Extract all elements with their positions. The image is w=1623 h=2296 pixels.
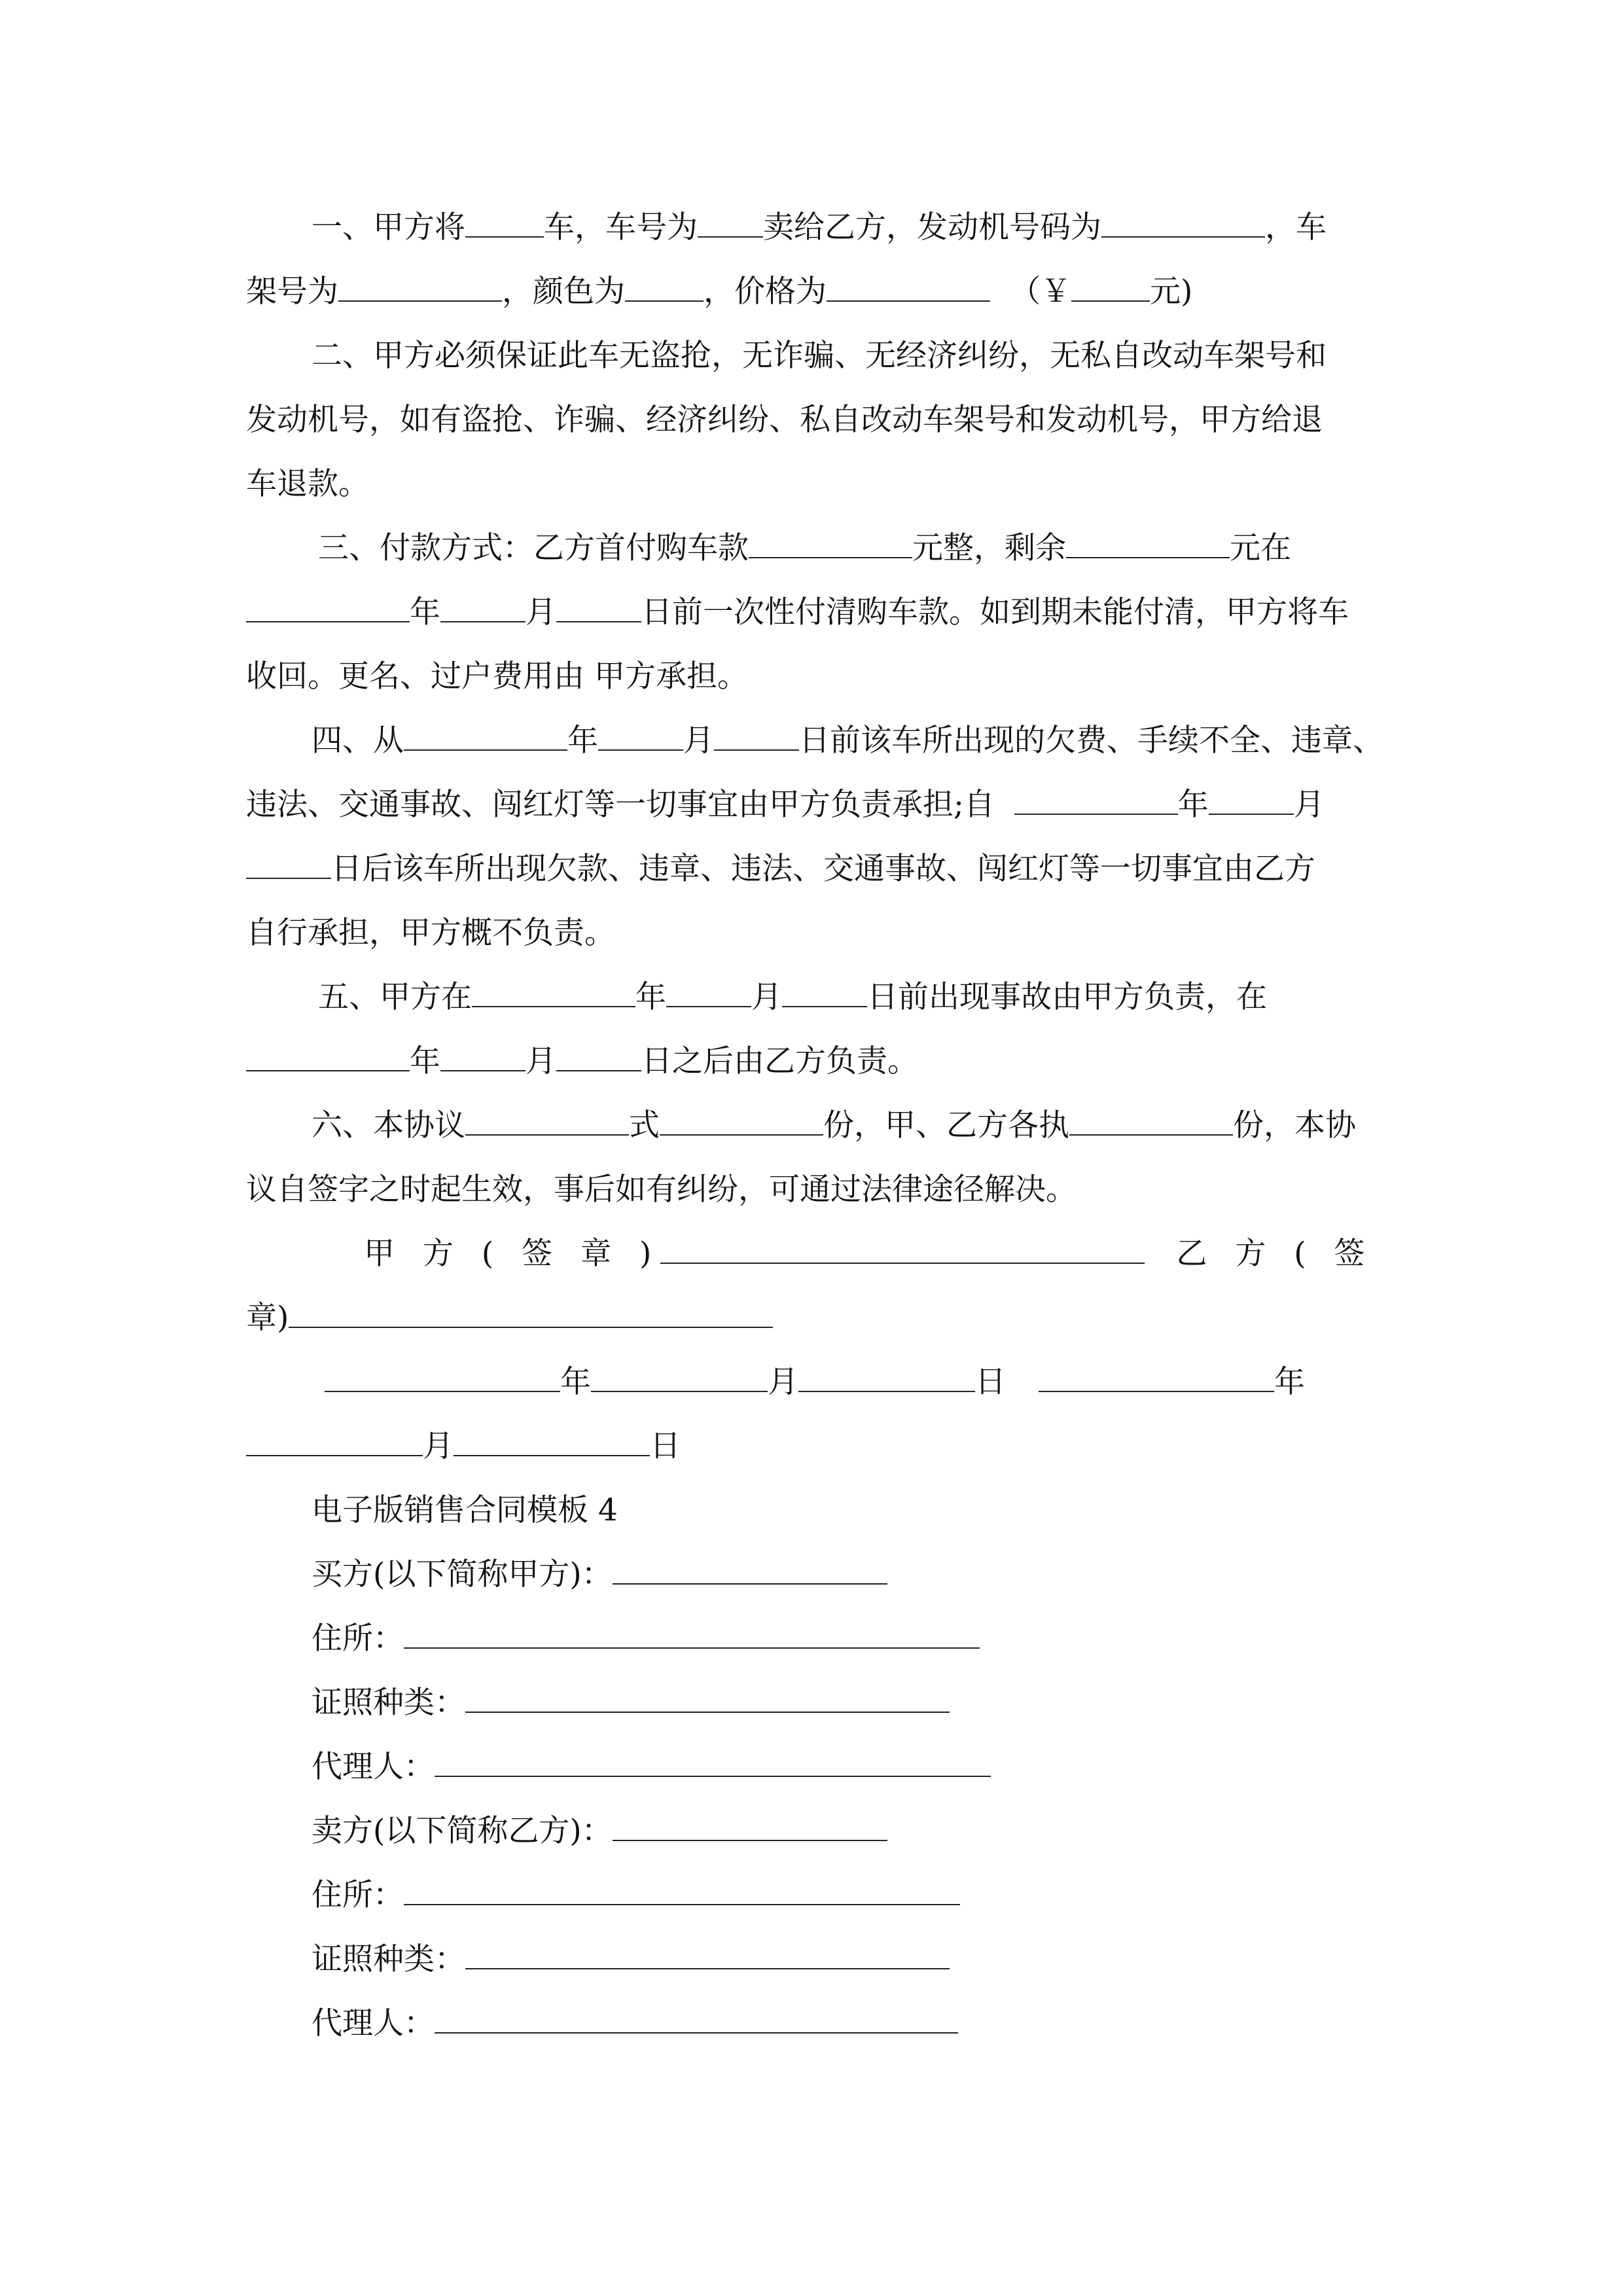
blank[interactable] <box>660 1108 823 1136</box>
buyer-field[interactable] <box>613 1557 887 1585</box>
blank[interactable] <box>666 980 751 1007</box>
clause-4-line-2: 违法、交通事故、闯红灯等一切事宜由甲方负责承担;自 年 月 <box>246 787 1325 823</box>
blank[interactable] <box>749 531 912 558</box>
blank[interactable] <box>556 1044 641 1071</box>
blank[interactable] <box>404 723 567 751</box>
seller-address-field[interactable] <box>404 1878 960 1905</box>
blank[interactable] <box>660 1236 1145 1264</box>
buyer-address-field[interactable] <box>404 1621 980 1649</box>
seller-id-type-row: 证照种类： <box>312 1940 950 1979</box>
blank[interactable] <box>625 274 704 302</box>
blank[interactable] <box>714 723 799 751</box>
clause-6-line-1: 六、本协议 式 份，甲、乙方各执 份，本协 <box>312 1107 1356 1143</box>
seller-agent-row: 代理人： <box>312 2004 958 2043</box>
buyer-address-row: 住所： <box>312 1619 980 1659</box>
blank[interactable] <box>827 274 990 302</box>
blank[interactable] <box>556 595 641 622</box>
blank[interactable] <box>1069 1108 1233 1136</box>
blank[interactable] <box>325 1365 560 1392</box>
clause-5-line-2: 年 月 日之后由乙方负责。 <box>246 1042 918 1081</box>
date-line-2: 月 日 <box>246 1427 681 1466</box>
blank[interactable] <box>454 1429 650 1456</box>
blank[interactable] <box>591 1365 768 1392</box>
blank[interactable] <box>798 1365 975 1392</box>
blank[interactable] <box>598 723 683 751</box>
seller-field[interactable] <box>613 1814 887 1841</box>
blank[interactable] <box>246 1044 410 1071</box>
blank[interactable] <box>472 980 635 1007</box>
blank[interactable] <box>246 595 410 622</box>
signature-line-2: 章) <box>246 1299 773 1338</box>
clause-4-line-3: 日后该车所出现欠款、违章、违法、交通事故、闯红灯等一切事宜由乙方 <box>246 850 1315 889</box>
blank[interactable] <box>440 1044 526 1071</box>
clause-3-line-3: 收回。更名、过户费用由 甲方承担。 <box>246 658 748 694</box>
clause-3-line-2: 年 月 日前一次性付清购车款。如到期未能付清，甲方将车 <box>246 593 1349 632</box>
clause-2-line-2: 发动机号，如有盗抢、诈骗、经济纠纷、私自改动车架号和发动机号，甲方给退 <box>246 402 1323 438</box>
clause-6-line-2: 议自签字之时起生效，事后如有纠纷，可通过法律途径解决。 <box>246 1172 1077 1208</box>
blank[interactable] <box>465 210 544 238</box>
buyer-agent-row: 代理人： <box>312 1748 991 1787</box>
blank[interactable] <box>465 1108 629 1136</box>
clause-2-line-1: 二、甲方必须保证此车无盗抢，无诈骗、无经济纠纷，无私自改动车架号和 <box>312 338 1327 374</box>
blank[interactable] <box>1101 210 1265 238</box>
seller-row: 卖方(以下简称乙方)： <box>312 1812 887 1851</box>
date-line-1: 年 月 日 年 <box>325 1363 1305 1402</box>
blank[interactable] <box>698 210 763 238</box>
buyer-row: 买方(以下简称甲方)： <box>312 1555 887 1594</box>
seller-id-type-field[interactable] <box>465 1942 950 1969</box>
clause-5-line-1: 五、甲方在 年 月 日前出现事故由甲方负责，在 <box>318 979 1267 1015</box>
clause-4-line-1: 四、从 年 月 日前该车所出现的欠费、手续不全、违章、 <box>312 723 1383 759</box>
blank[interactable] <box>1039 1365 1274 1392</box>
seller-address-row: 住所： <box>312 1876 960 1915</box>
section-title: 电子版销售合同模板 4 <box>312 1492 618 1528</box>
blank[interactable] <box>246 1429 423 1456</box>
blank[interactable] <box>289 1300 773 1328</box>
clause-2-line-3: 车退款。 <box>246 466 369 502</box>
buyer-id-type-field[interactable] <box>465 1685 950 1713</box>
signature-line-1: 甲 方 ( 签 章 ) 乙 方 ( 签 <box>364 1236 1374 1272</box>
buyer-id-type-row: 证照种类： <box>312 1683 950 1723</box>
buyer-agent-field[interactable] <box>435 1749 991 1777</box>
clause-3-line-1: 三、付款方式：乙方首付购车款 元整，剩余 元在 <box>318 530 1291 566</box>
clause-1-line-1: 一、甲方将 车，车号为 卖给乙方，发动机号码为 ，车 <box>312 209 1327 245</box>
blank[interactable] <box>1209 787 1294 815</box>
seller-agent-field[interactable] <box>435 2006 958 2034</box>
clause-1-line-2: 架号为 ，颜色为 ，价格为 （￥ 元) <box>246 274 1193 310</box>
blank[interactable] <box>246 852 331 879</box>
blank[interactable] <box>1066 531 1230 558</box>
blank[interactable] <box>440 595 526 622</box>
clause-4-line-4: 自行承担，甲方概不负责。 <box>246 915 615 951</box>
blank[interactable] <box>338 274 502 302</box>
blank[interactable] <box>1071 274 1150 302</box>
blank[interactable] <box>782 980 867 1007</box>
blank[interactable] <box>1014 787 1178 815</box>
